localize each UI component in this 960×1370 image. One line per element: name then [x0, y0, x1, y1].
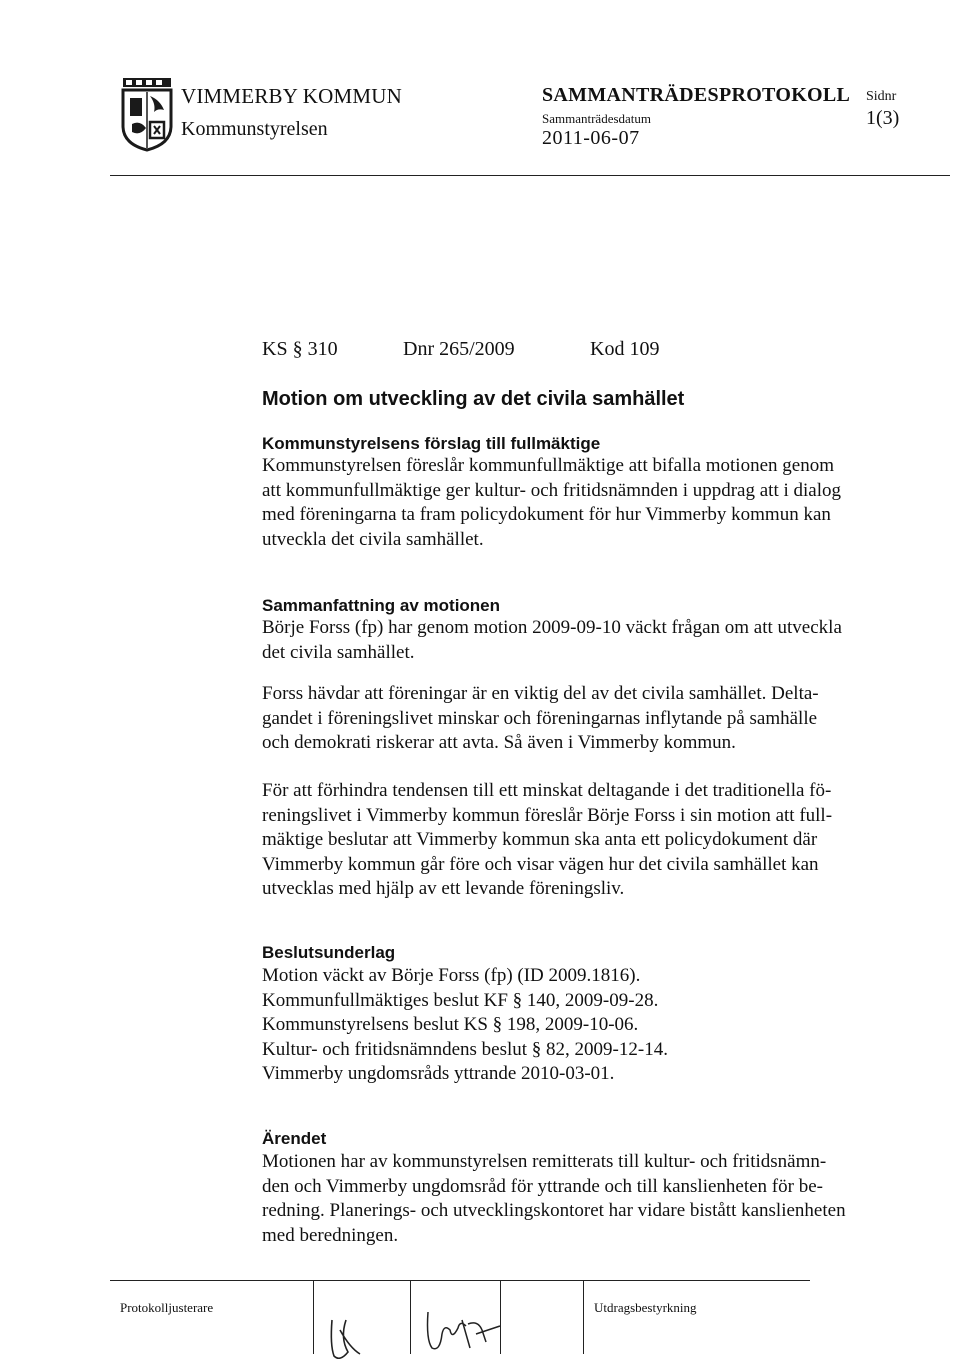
text-line: med beredningen.	[262, 1224, 399, 1246]
section-heading-proposal: Kommunstyrelsens förslag till fullmäktige	[262, 434, 601, 453]
text-line: utveckla det civila samhället.	[262, 528, 484, 550]
text-line: gandet i föreningslivet minskar och föreningarnas inflytande på samhälle	[262, 707, 818, 729]
section-heading-basis: Beslutsunderlag	[262, 943, 396, 962]
list-item: Kommunfullmäktiges beslut KF § 140, 2009-09-28.	[262, 989, 659, 1011]
text-line: med föreningarna ta fram policydokument för hur Vimmerby kommun kan	[262, 504, 831, 525]
proposal-paragraph	[262, 454, 882, 552]
document-type: SAMMANTRÄDESPROTOKOLL	[542, 84, 851, 106]
text-line: den och Vimmerby ungdomsråd för yttrande och till kanslienheten för be-	[262, 1175, 823, 1197]
footer-separator	[583, 1280, 584, 1354]
classification-code: Kod 109	[590, 338, 660, 360]
text-line: Börje Forss (fp) har genom motion 2009-09-10 väckt frågan om att utveckla	[262, 617, 842, 638]
text-line: det civila samhället.	[262, 641, 415, 663]
text-line: För att förhindra tendensen till ett minskat deltagande i det traditionella fö-	[262, 780, 832, 801]
text-line: att kommunfullmäktige ger kultur- och fritidsnämnden i uppdrag att i dialog	[262, 479, 841, 501]
footer-divider	[110, 1280, 810, 1281]
handwritten-signatures	[300, 1290, 520, 1370]
text-line: reningslivet i Vimmerby kommun föreslår Börje Forss i sin motion att full-	[262, 804, 833, 826]
text-line: och demokrati riskerar att avta. Så även i Vimmerby kommun.	[262, 732, 736, 753]
list-item: Motion väckt av Börje Forss (fp) (ID 2009.1816).	[262, 965, 641, 986]
decision-basis-list	[262, 964, 882, 1087]
text-line: Motionen har av kommunstyrelsen remitterats till kultur- och fritidsnämn-	[262, 1151, 827, 1172]
text-line: Vimmerby kommun går före och visar vägen hur det civila samhället kan	[262, 853, 819, 875]
document-title: Motion om utveckling av det civila samhället	[262, 388, 685, 410]
text-line: utvecklas med hjälp av ett levande föreningsliv.	[262, 878, 625, 899]
paragraph-reference: KS § 310	[262, 338, 338, 360]
header-divider	[110, 175, 950, 176]
text-line: mäktige beslutar att Vimmerby kommun ska anta ett policydokument där	[262, 829, 818, 850]
minutes-checker-label: Protokolljusterare	[120, 1300, 214, 1315]
meeting-date-label: Sammanträdesdatum	[542, 111, 652, 126]
text-line: Kommunstyrelsen föreslår kommunfullmäktige att bifalla motionen genom	[262, 455, 834, 476]
summary-paragraph-1	[262, 616, 882, 665]
matter-paragraph	[262, 1150, 882, 1248]
summary-paragraph-2	[262, 682, 882, 756]
summary-paragraph-3	[262, 779, 882, 902]
text-line: Forss hävdar att föreningar är en viktig del av det civila samhället. Delta-	[262, 683, 819, 704]
municipal-crest-logo	[120, 76, 174, 152]
page-number: 1(3)	[866, 107, 900, 129]
organisation-unit: Kommunstyrelsen	[181, 118, 328, 140]
page-number-label: Sidnr	[866, 89, 897, 104]
list-item: Kultur- och fritidsnämndens beslut § 82, 2009-12-14.	[262, 1038, 668, 1060]
section-heading-matter: Ärendet	[262, 1129, 327, 1148]
list-item: Vimmerby ungdomsråds yttrande 2010-03-01.	[262, 1063, 615, 1084]
section-heading-summary: Sammanfattning av motionen	[262, 596, 501, 615]
extract-certification-label: Utdragsbestyrkning	[594, 1300, 697, 1315]
municipality-name: VIMMERBY KOMMUN	[181, 84, 402, 108]
text-line: redning. Planerings- och utvecklingskontoret har vidare bistått kanslienheten	[262, 1200, 846, 1221]
list-item: Kommunstyrelsens beslut KS § 198, 2009-10-06.	[262, 1014, 639, 1035]
diary-number: Dnr 265/2009	[403, 338, 515, 360]
meeting-date: 2011-06-07	[542, 127, 640, 149]
